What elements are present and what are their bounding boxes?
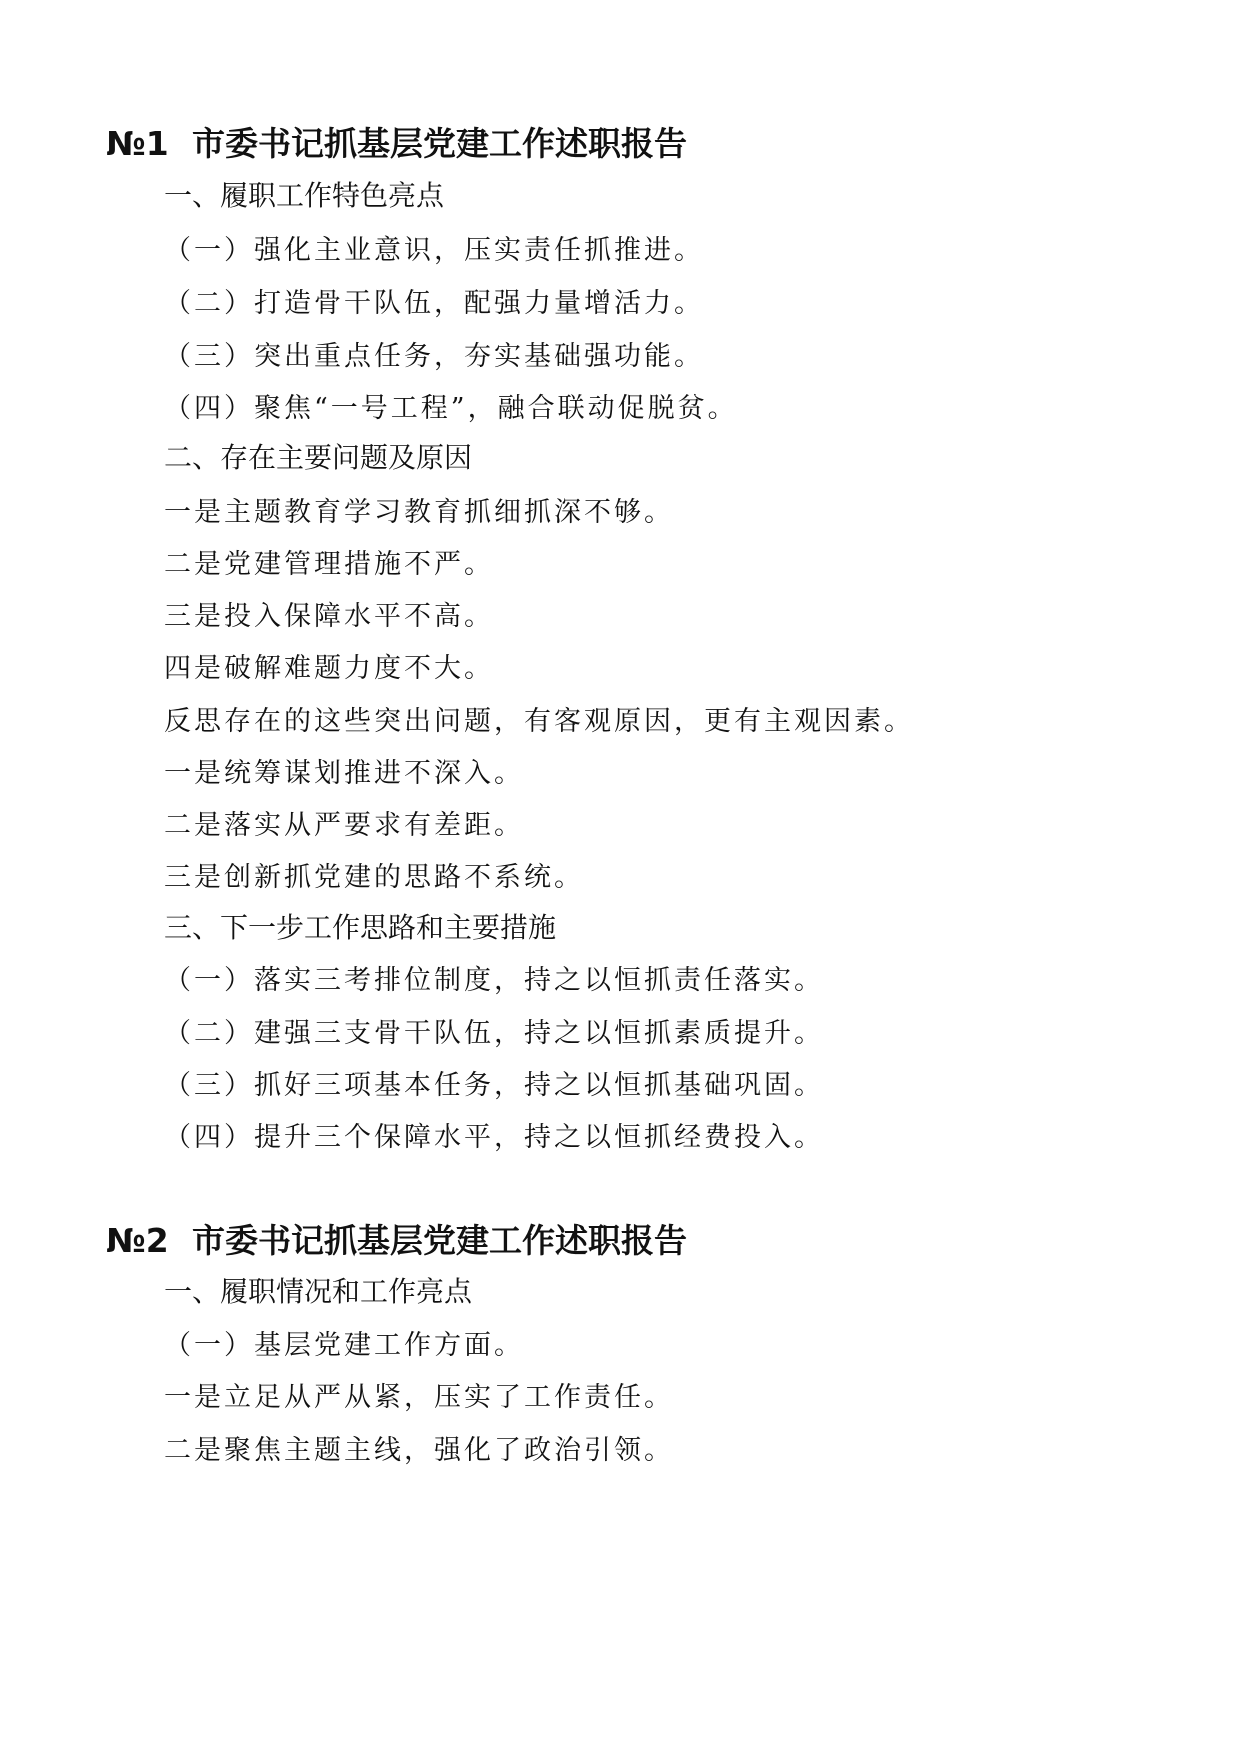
report1-section1-item: （四）聚焦“一号工程”，融合联动促脱贫。 [164,393,738,424]
report1-section2-item: 三是投入保障水平不高。 [164,601,494,632]
report1-title [106,118,687,165]
report1-number: №1 [106,124,169,163]
report1-section2-item: 一是统筹谋划推进不深入。 [164,758,524,789]
report1-section2-item: 二是落实从严要求有差距。 [164,810,524,841]
report1-section2-item: 四是破解难题力度不大。 [164,653,494,684]
report2-section1-heading: 一、履职情况和工作亮点 [164,1275,473,1308]
report1-section2-item: 一是主题教育学习教育抓细抓深不够。 [164,497,674,528]
report1-section3-item: （三）抓好三项基本任务，持之以恒抓基础巩固。 [164,1070,824,1101]
report1-section1-heading: 一、履职工作特色亮点 [164,179,445,212]
report1-title-text: 市委书记抓基层党建工作述职报告 [192,124,687,163]
report1-section2-item: 二是党建管理措施不严。 [164,549,494,580]
report2-number: №2 [106,1221,169,1260]
report2-title-text: 市委书记抓基层党建工作述职报告 [192,1221,687,1260]
report1-section2-item: 反思存在的这些突出问题，有客观原因，更有主观因素。 [164,706,914,737]
report2-section1-item: 二是聚焦主题主线，强化了政治引领。 [164,1435,674,1466]
report1-section3-item: （四）提升三个保障水平，持之以恒抓经费投入。 [164,1122,824,1153]
report1-section2-heading: 二、存在主要问题及原因 [164,441,473,474]
report1-section3-item: （二）建强三支骨干队伍，持之以恒抓素质提升。 [164,1018,824,1049]
report1-section1-item: （二）打造骨干队伍，配强力量增活力。 [164,288,704,319]
report1-section3-item: （一）落实三考排位制度，持之以恒抓责任落实。 [164,965,824,996]
report1-section3-heading: 三、下一步工作思路和主要措施 [164,911,557,944]
report2-section1-item: （一）基层党建工作方面。 [164,1330,524,1361]
report1-section2-item: 三是创新抓党建的思路不系统。 [164,862,584,893]
report1-section1-item: （三）突出重点任务，夯实基础强功能。 [164,341,704,372]
report2-section1-item: 一是立足从严从紧，压实了工作责任。 [164,1382,674,1413]
report2-title [106,1215,687,1262]
report1-section1-item: （一）强化主业意识，压实责任抓推进。 [164,235,704,266]
